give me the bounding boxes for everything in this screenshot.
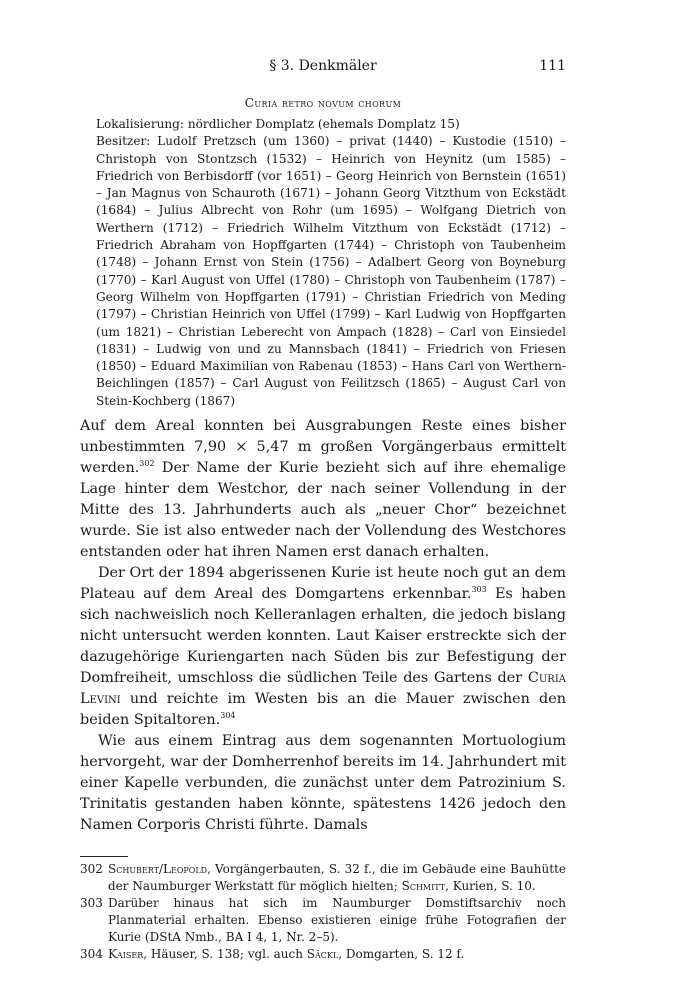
author-name: Kaiser (108, 947, 144, 962)
localization-line: Lokalisierung: nördlicher Domplatz (ehemals Domplatz 15) (96, 117, 460, 131)
section-title: Curia retro novum chorum (244, 96, 402, 110)
footnote-303 (80, 895, 566, 946)
paragraph-2-part-b: Es haben sich nachweislich noch Kelleranlagen erhalten, die jedoch bislang nicht untersucht werden konnten. Laut Kaiser erstreckte sich der dazugehörige Kuriengarten nach Süden bis zur Befestigung der Domfreiheit, umschloss die südlichen Teile des Gartens der (80, 586, 566, 687)
paragraph-1 (80, 416, 566, 563)
curia-levini-name: Curia Levini (80, 670, 566, 708)
author-name: Schubert/Leopold (108, 862, 208, 877)
footnote-text-part: , Domgarten, S. 12 f. (338, 947, 465, 962)
footnote-text (108, 946, 566, 963)
footnote-divider (80, 856, 128, 857)
body-text (80, 416, 566, 836)
page (80, 58, 566, 963)
paragraph-2 (80, 563, 566, 731)
footnote-text-part: , Häuser, S. 138; vgl. auch (143, 947, 307, 962)
owners-line: Besitzer: Ludolf Pretzsch (um 1360) – privat (1440) – Kustodie (1510) – Christoph von Stontzsch (1532) – Heinrich von Heynitz (um 1585) – Friedrich von Berbisdorff (vor 1651) – Georg Heinrich von Bernstein (1651) – Jan Magnus von Schauroth (1671) – Johann Georg Vitzthum von Eckstädt (1684) – Julius Albrecht von Rohr (um 1695) – Wolfgang Dietrich von Werthern (1712) – Friedrich Wilhelm Vitzthum von Eckstädt (1712) – Friedrich Abraham von Hopffgarten (1744) – Christoph von Taubenheim (1748) – Johann Ernst von Stein (1756) – Adalbert Georg von Boyneburg (1770) – Karl August von Uffel (1780) – Christoph von Taubenheim (1787) – Georg Wilhelm von Hopffgarten (1791) – Christian Friedrich von Meding (1797) – Christian Heinrich von Uffel (1799) – Karl Ludwig von Hopffgarten (um 1821) – Christian Leberecht von Ampach (1828) – Carl von Einsiedel (1831) – Ludwig von und zu Mannsbach (1841) – Friedrich von Friesen (1850) – Eduard Maximilian von Rabenau (1853) – Hans Carl von Werthern-Beichlingen (1857) – Carl August von Feilitzsch (1865) – August Carl von Stein-Kochberg (1867) (96, 134, 566, 408)
footnote-number: 302 (80, 862, 103, 877)
footnote-ref-304[interactable]: 304 (220, 711, 236, 721)
paragraph-2-part-c: und reichte im Westen bis an die Mauer zwischen den beiden Spitaltoren. (80, 691, 566, 729)
running-title: § 3. Denkmäler (269, 58, 377, 74)
paragraph-3: Wie aus einem Eintrag aus dem sogenannten Mortuologium hervorgeht, war der Domherrenhof bereits im 14. Jahrhundert mit einer Kapelle verbunden, die zunächst unter dem Patrozinium S. Trinitatis gestanden haben könnte, spätestens 1426 jedoch den Namen Corporis Christi führte. Damals (80, 733, 566, 834)
author-name: Säckl (306, 947, 339, 962)
footnote-text (108, 861, 566, 895)
footnote-ref-302[interactable]: 302 (139, 459, 155, 469)
paragraph-1-part-a: Auf dem Areal konnten bei Ausgrabungen Reste eines bisher unbestimmten 7,90 × 5,47 m großen Vorgängerbaus ermittelt werden. (80, 418, 566, 477)
footnote-302 (80, 861, 566, 895)
author-name: Schmitt (401, 879, 446, 894)
running-header (80, 58, 566, 80)
footnote-number: 304 (80, 947, 103, 962)
footnote-text: Darüber hinaus hat sich im Naumburger Domstiftsarchiv noch Planmaterial erhalten. Ebenso existieren einige frühe Fotografien der Kurie (DStA Nmb., BA I 4, 1, Nr. 2–5). (108, 896, 566, 945)
footnote-304 (80, 946, 566, 963)
footnote-text-part: , Vorgängerbauten, S. 32 f., die im Gebäude eine Bauhütte der Naumburger Werkstatt für möglich hielten; (108, 862, 566, 894)
paragraph-1-part-b: Der Name der Kurie bezieht sich auf ihre ehemalige Lage hinter dem Westchor, der nach seiner Vollendung in der Mitte des 13. Jahrhunderts auch als „neuer Chor“ bezeichnet wurde. Sie ist also entweder nach der Vollendung des Westchores entstanden oder hat ihren Namen erst danach erhalten. (80, 460, 566, 561)
footnote-text-part: , Kurien, S. 10. (445, 879, 536, 894)
paragraph-2-part-a: Der Ort der 1894 abgerissenen Kurie ist heute noch gut an dem Plateau auf dem Areal des Domgartens erkennbar. (80, 565, 566, 603)
footnote-ref-303[interactable]: 303 (471, 585, 487, 595)
page-number: 111 (539, 58, 566, 74)
footnote-number: 303 (80, 896, 103, 911)
meta-block (96, 116, 566, 410)
